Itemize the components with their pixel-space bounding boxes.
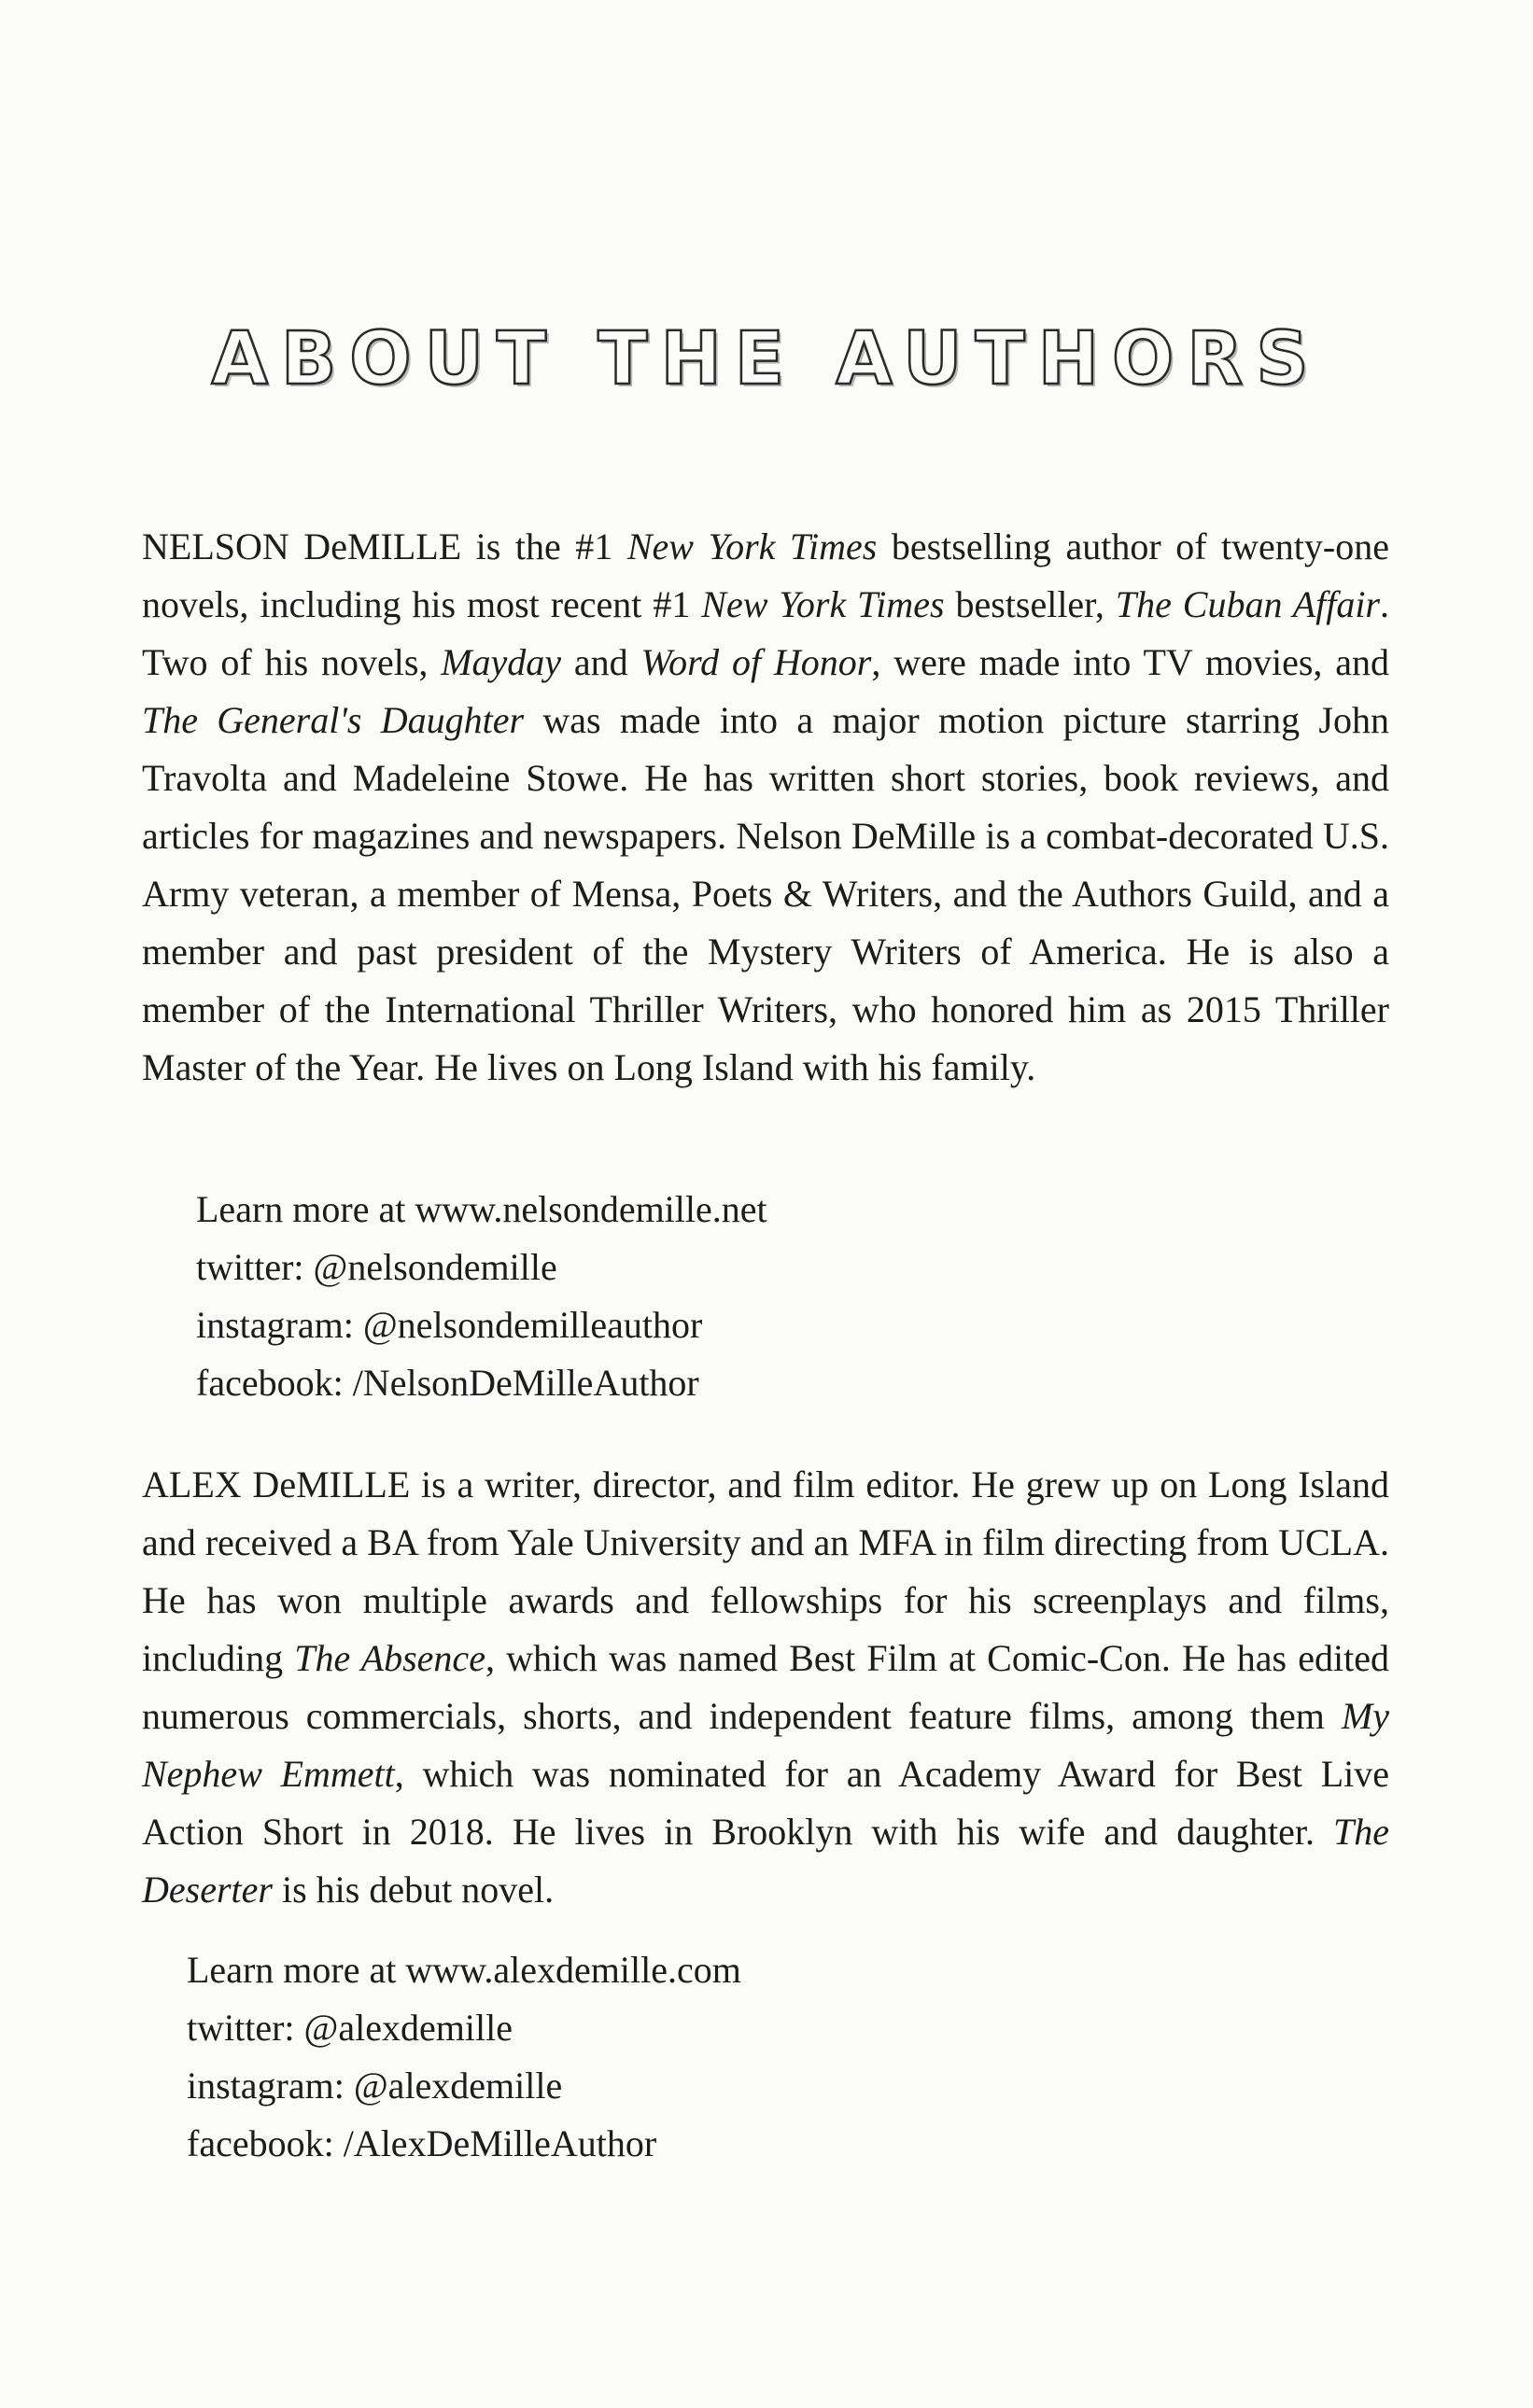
bio-text: NELSON DeMILLE is the #1 [142, 525, 627, 567]
italic-title-text: New York Times [626, 525, 878, 567]
bio-text: ALEX DeMILLE is a writer, director, and film editor. He grew up on Long Island and received a BA from Yale University and an MFA in film directing from UCLA. He has won multiple awards and fellowships for his screenplays and films, including [142, 1463, 1389, 1679]
italic-title-text: My Nephew Emmett [142, 1695, 1389, 1795]
bio-text: , were made into TV movies, and [871, 641, 1389, 683]
bio-text: bestseller, [944, 583, 1116, 625]
alex-facebook-handle: facebook: /AlexDeMilleAuthor [187, 2122, 657, 2164]
bio-text: was made into a major motion picture starring John Travolta and Madeleine Stowe. He has written short stories, book reviews, and articles for magazines and newspapers. Nelson DeMille is a combat-decorated U.S. Army veteran, a member of Mensa, Poets & Writers, and the Authors Guild, and a member and past president of the Mystery Writers of America. He is also a member of the International Thriller Writers, who honored him as 2015 Thriller Master of the Year. He lives on Long Island with his family. [142, 699, 1390, 1088]
italic-title-text: The Cuban Affair [1115, 583, 1381, 625]
alex-bio [142, 1456, 1389, 1919]
italic-title-text: Mayday [441, 641, 562, 683]
italic-title-text: The Absence [294, 1637, 485, 1679]
nelson-instagram-handle: instagram: @nelsondemilleauthor [196, 1304, 703, 1346]
italic-title-text: The General's Daughter [142, 699, 525, 741]
nelson-bio [142, 518, 1389, 1097]
italic-title-text: The Deserter [142, 1811, 1389, 1911]
alex-links [187, 1941, 741, 2173]
bio-text: bestselling author of twenty-one novels, including his most recent #1 [142, 525, 1389, 625]
italic-title-text: Word of Honor [640, 641, 872, 683]
nelson-facebook-handle: facebook: /NelsonDeMilleAuthor [196, 1362, 699, 1404]
bio-text: and [561, 641, 641, 683]
bio-text: , which was nominated for an Academy Award for Best Live Action Short in 2018. He lives in Brooklyn with his wife and daughter. [142, 1753, 1390, 1853]
alex-twitter-handle: twitter: @alexdemille [187, 2007, 513, 2049]
alex-website-link: Learn more at www.alexdemille.com [187, 1949, 741, 1991]
nelson-twitter-handle: twitter: @nelsondemille [196, 1246, 557, 1288]
bio-text: , which was named Best Film at Comic-Con. He has edited numerous commercials, shorts, and independent feature films, among them [142, 1637, 1389, 1737]
nelson-website-link: Learn more at www.nelsondemille.net [196, 1188, 767, 1230]
bio-text: is his debut novel. [272, 1869, 555, 1911]
alex-instagram-handle: instagram: @alexdemille [187, 2065, 563, 2107]
bio-text: . Two of his novels, [142, 583, 1390, 683]
page-title: ABOUT THE AUTHORS [211, 317, 1322, 401]
italic-title-text: New York Times [701, 583, 945, 625]
nelson-links [196, 1181, 767, 1412]
